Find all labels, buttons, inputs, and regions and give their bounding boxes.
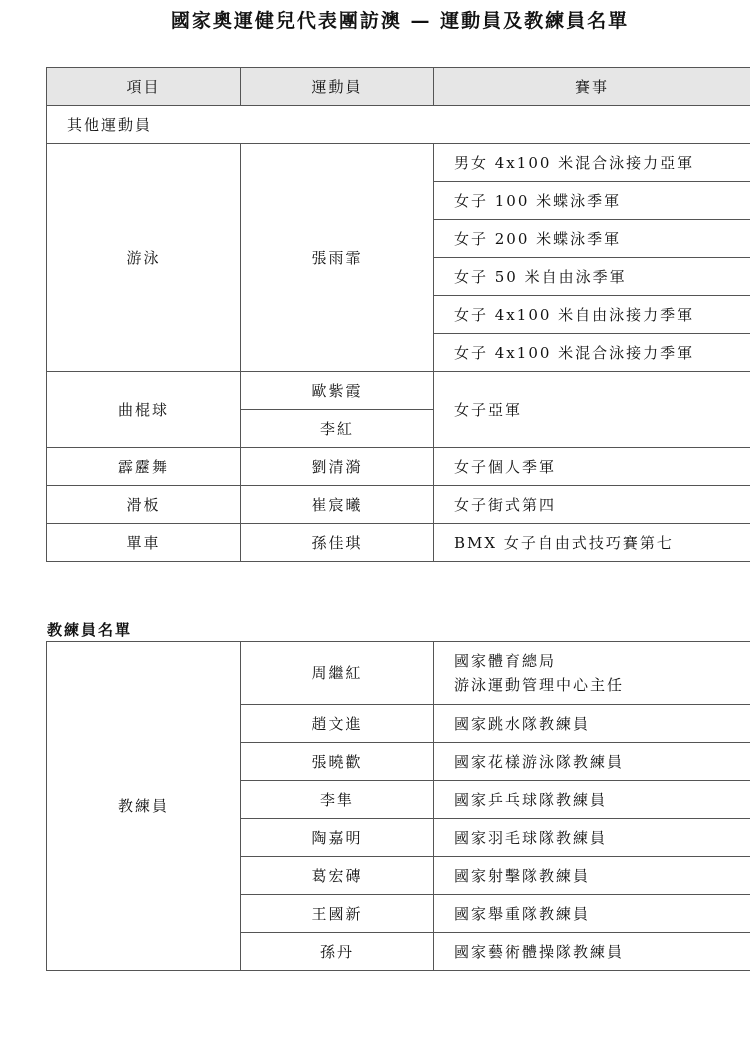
sport-cell: 曲棍球 bbox=[47, 372, 241, 448]
athlete-cell: 歐紫霞 bbox=[241, 372, 434, 410]
coach-name-cell: 李隼 bbox=[241, 781, 434, 819]
role-cell: 教練員 bbox=[47, 642, 241, 971]
athlete-cell: 孫佳琪 bbox=[241, 524, 434, 562]
coach-name-cell: 王國新 bbox=[241, 895, 434, 933]
event-cell: 女子 50 米自由泳季軍 bbox=[434, 258, 750, 296]
coach-title-cell: 國家射擊隊教練員 bbox=[434, 857, 750, 895]
coach-name-cell: 趙文進 bbox=[241, 705, 434, 743]
coach-title-cell bbox=[434, 642, 750, 705]
sport-cell: 霹靂舞 bbox=[47, 448, 241, 486]
athletes-table bbox=[46, 67, 750, 562]
coach-title-line: 國家體育總局 bbox=[454, 652, 557, 670]
table-row bbox=[47, 144, 750, 182]
event-cell: 女子街式第四 bbox=[434, 486, 750, 524]
coach-name-cell: 張曉歡 bbox=[241, 743, 434, 781]
coach-name-cell: 孫丹 bbox=[241, 933, 434, 971]
event-cell: 男女 4x100 米混合泳接力亞軍 bbox=[434, 144, 750, 182]
table-row bbox=[47, 524, 750, 562]
athlete-cell: 劉清漪 bbox=[241, 448, 434, 486]
section-label-other-athletes: 其他運動員 bbox=[47, 106, 750, 144]
table-row bbox=[47, 448, 750, 486]
event-cell: 女子個人季軍 bbox=[434, 448, 750, 486]
athlete-cell: 崔宸曦 bbox=[241, 486, 434, 524]
coach-name-cell: 陶嘉明 bbox=[241, 819, 434, 857]
event-cell: 女子 200 米蝶泳季軍 bbox=[434, 220, 750, 258]
sport-cell: 游泳 bbox=[47, 144, 241, 372]
coach-title-cell: 國家跳水隊教練員 bbox=[434, 705, 750, 743]
coach-title-cell: 國家花樣游泳隊教練員 bbox=[434, 743, 750, 781]
sport-cell: 滑板 bbox=[47, 486, 241, 524]
sport-cell: 單車 bbox=[47, 524, 241, 562]
column-header-sport: 項目 bbox=[47, 68, 241, 106]
page-title: 國家奧運健兒代表團訪澳 — 運動員及教練員名單 bbox=[170, 10, 630, 32]
coach-title-line: 游泳運動管理中心主任 bbox=[454, 676, 625, 694]
column-header-event: 賽事 bbox=[434, 68, 750, 106]
coach-name-cell: 周繼紅 bbox=[241, 642, 434, 705]
table-row bbox=[47, 372, 750, 410]
table-row bbox=[47, 642, 750, 705]
coaches-table bbox=[46, 641, 750, 971]
event-cell: BMX 女子自由式技巧賽第七 bbox=[434, 524, 750, 562]
athlete-cell: 李紅 bbox=[241, 410, 434, 448]
event-cell: 女子 4x100 米混合泳接力季軍 bbox=[434, 334, 750, 372]
event-cell: 女子 4x100 米自由泳接力季軍 bbox=[434, 296, 750, 334]
section-row bbox=[47, 106, 750, 144]
event-cell: 女子亞軍 bbox=[434, 372, 750, 448]
coaches-heading: 教練員名單 bbox=[47, 621, 133, 639]
coach-title-cell: 國家藝術體操隊教練員 bbox=[434, 933, 750, 971]
table-row bbox=[47, 486, 750, 524]
table-header-row bbox=[47, 68, 750, 106]
event-cell: 女子 100 米蝶泳季軍 bbox=[434, 182, 750, 220]
coach-title-cell: 國家乒乓球隊教練員 bbox=[434, 781, 750, 819]
column-header-athlete: 運動員 bbox=[241, 68, 434, 106]
athlete-cell: 張雨霏 bbox=[241, 144, 434, 372]
coach-title-cell: 國家舉重隊教練員 bbox=[434, 895, 750, 933]
coach-name-cell: 葛宏磚 bbox=[241, 857, 434, 895]
coach-title-cell: 國家羽毛球隊教練員 bbox=[434, 819, 750, 857]
